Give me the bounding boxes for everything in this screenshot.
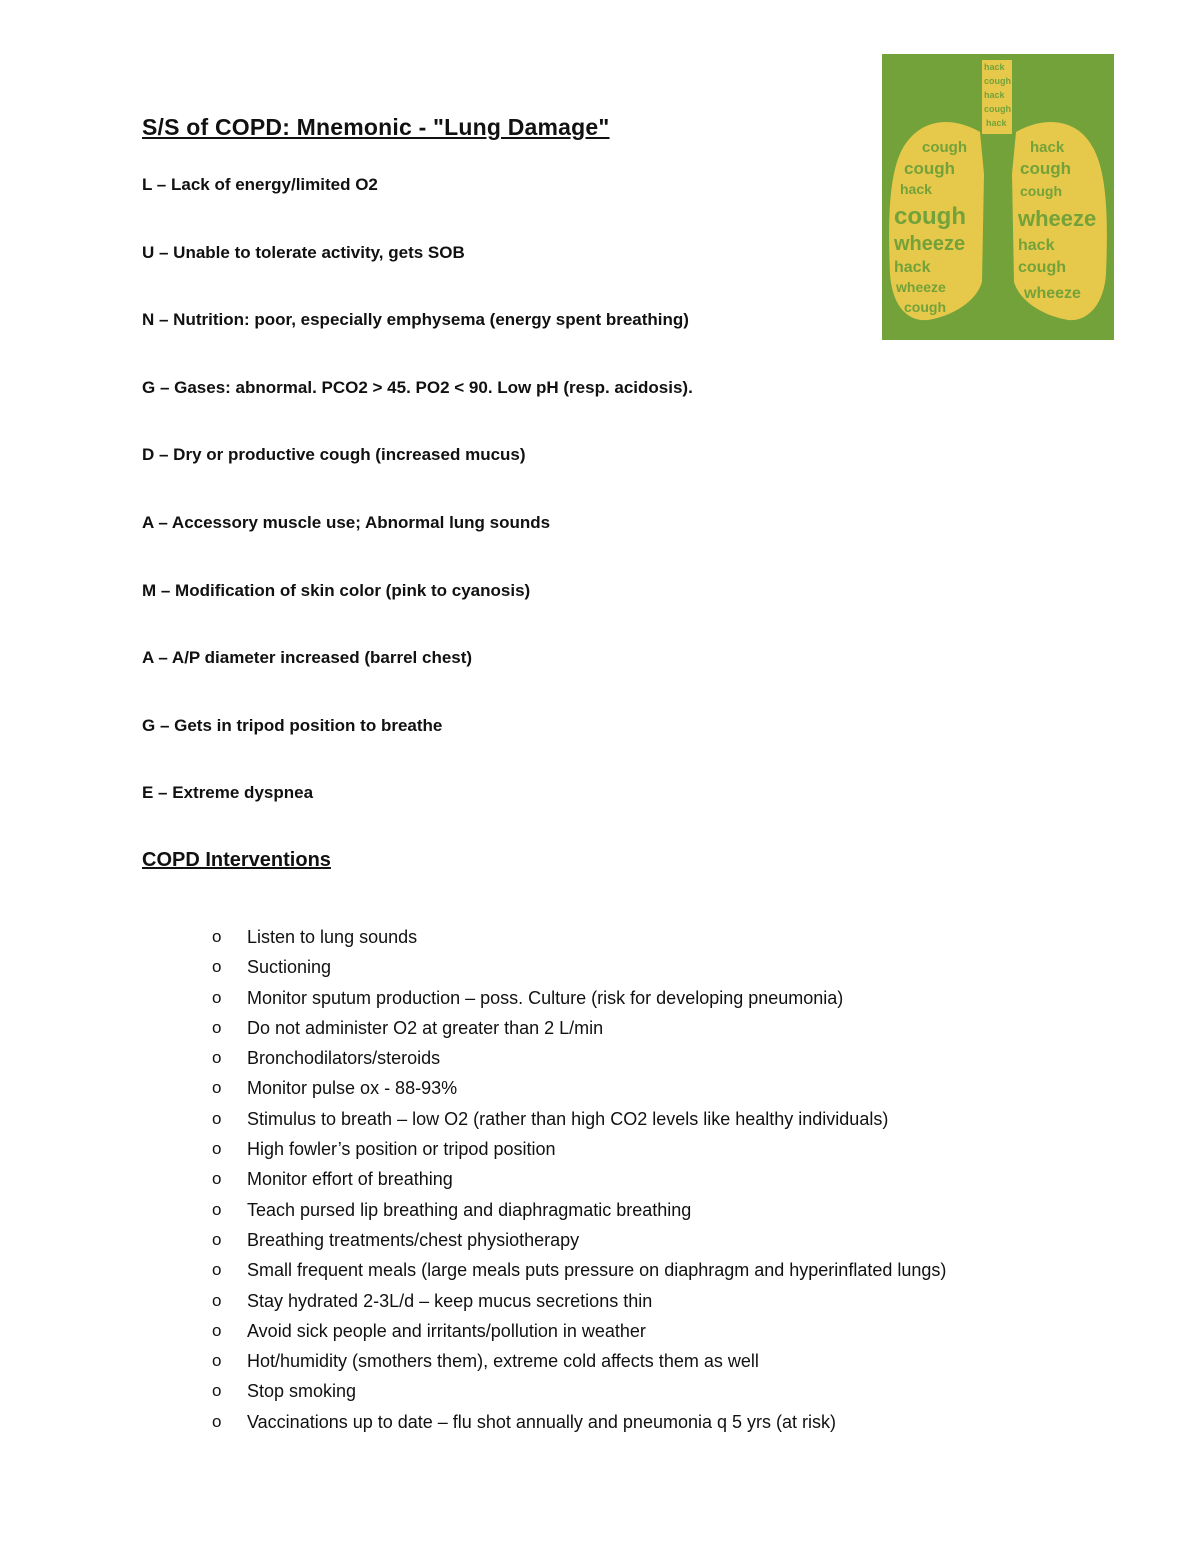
bullet-icon: o xyxy=(212,927,222,946)
list-item xyxy=(212,1167,946,1197)
list-item xyxy=(212,986,946,1016)
list-item-text: Stay hydrated 2-3L/d – keep mucus secretions thin xyxy=(247,1290,653,1311)
bullet-icon: o xyxy=(212,1139,222,1159)
mnemonic-item: G – Gets in tripod position to breathe xyxy=(142,715,443,735)
list-item xyxy=(212,1137,946,1167)
mnemonic-item: G – Gases: abnormal. PCO2 > 45. PO2 < 90. Low pH (resp. acidosis). xyxy=(142,377,693,397)
word-wheeze: wheeze xyxy=(896,279,946,295)
list-item-text: Vaccinations up to date – flu shot annually and pneumonia q 5 yrs (at risk) xyxy=(247,1411,837,1432)
bullet-icon: o xyxy=(212,1229,222,1249)
list-item xyxy=(212,1289,946,1319)
bullet-icon: o xyxy=(212,1169,222,1189)
bullet-icon: o xyxy=(212,1290,222,1310)
list-item xyxy=(212,1258,946,1288)
bullet-icon: o xyxy=(212,1048,222,1068)
list-item-text: Monitor pulse ox - 88-93% xyxy=(247,1078,458,1099)
word-cough: cough xyxy=(1020,159,1071,178)
mnemonic-item: A – A/P diameter increased (barrel chest) xyxy=(142,648,473,668)
bullet-icon: o xyxy=(212,1017,222,1037)
word-cough: cough xyxy=(894,203,966,230)
list-item xyxy=(212,1076,946,1106)
word-cough: cough xyxy=(984,76,1011,86)
word-wheeze: wheeze xyxy=(894,233,966,255)
list-item-text: Listen to lung sounds xyxy=(247,927,418,947)
bullet-icon: o xyxy=(212,1199,222,1219)
list-item xyxy=(212,1046,946,1076)
list-item-text: Monitor effort of breathing xyxy=(247,1169,453,1190)
list-item xyxy=(212,1228,946,1258)
list-item-text: Breathing treatments/chest physiotherapy xyxy=(247,1229,580,1250)
word-cough: cough xyxy=(904,159,955,178)
mnemonic-item: A – Accessory muscle use; Abnormal lung sounds xyxy=(142,512,551,532)
section-heading: COPD Interventions xyxy=(142,849,331,871)
mnemonic-item: L – Lack of energy/limited O2 xyxy=(142,175,378,194)
interventions-list xyxy=(212,925,946,1440)
list-item-text: Hot/humidity (smothers them), extreme cold affects them as well xyxy=(247,1351,759,1372)
mnemonic-item: D – Dry or productive cough (increased mucus) xyxy=(142,445,526,465)
word-hack: hack xyxy=(986,118,1007,128)
list-item-text: Suctioning xyxy=(247,957,332,978)
bullet-icon: o xyxy=(212,1260,222,1280)
page-title: S/S of COPD: Mnemonic - "Lung Damage" xyxy=(142,114,610,140)
list-item xyxy=(212,1198,946,1228)
word-cough: cough xyxy=(1020,183,1062,199)
word-cough: cough xyxy=(922,139,967,156)
list-item-text: Stop smoking xyxy=(247,1381,357,1402)
bullet-icon: o xyxy=(212,1411,222,1431)
word-hack: hack xyxy=(984,62,1005,72)
mnemonic-item: E – Extreme dyspnea xyxy=(142,783,314,803)
list-item xyxy=(212,1379,946,1409)
word-wheeze: wheeze xyxy=(1018,206,1097,231)
word-cough: cough xyxy=(904,299,946,315)
bullet-icon: o xyxy=(212,1108,222,1128)
mnemonic-item: U – Unable to tolerate activity, gets SOB xyxy=(142,242,465,262)
word-hack: hack xyxy=(984,90,1005,100)
list-item xyxy=(212,1107,946,1137)
word-hack: hack xyxy=(900,181,932,197)
bullet-icon: o xyxy=(212,1320,222,1340)
bullet-icon: o xyxy=(212,957,222,977)
list-item xyxy=(212,1410,946,1440)
list-item-text: Stimulus to breath – low O2 (rather than high CO2 levels like healthy individuals) xyxy=(247,1108,889,1129)
bullet-icon: o xyxy=(212,1351,222,1371)
mnemonic-item: N – Nutrition: poor, especially emphysema (energy spent breathing) xyxy=(142,310,689,330)
airway-gap xyxy=(990,151,1006,305)
list-item-text: Monitor sputum production – poss. Culture (risk for developing pneumonia) xyxy=(247,987,844,1008)
list-item xyxy=(212,1349,946,1379)
word-cough: cough xyxy=(984,104,1011,114)
lungs-illustration xyxy=(882,54,1114,340)
list-item-text: Teach pursed lip breathing and diaphragmatic breathing xyxy=(247,1199,692,1220)
list-item-text: Bronchodilators/steroids xyxy=(247,1048,441,1069)
word-hack: hack xyxy=(1030,139,1065,156)
list-item xyxy=(212,1016,946,1046)
bullet-icon: o xyxy=(212,1078,222,1098)
list-item xyxy=(212,1319,946,1349)
bullet-icon: o xyxy=(212,1381,222,1401)
list-item xyxy=(212,925,946,955)
mnemonic-list xyxy=(142,174,693,850)
list-item-text: Small frequent meals (large meals puts pressure on diaphragm and hyperinflated lungs) xyxy=(247,1260,947,1281)
list-item-text: Avoid sick people and irritants/pollution in weather xyxy=(247,1320,646,1341)
list-item xyxy=(212,955,946,985)
word-hack: hack xyxy=(1018,237,1055,254)
word-cough: cough xyxy=(1018,259,1066,276)
bullet-icon: o xyxy=(212,987,222,1007)
list-item-text: High fowler’s position or tripod position xyxy=(247,1139,556,1160)
word-wheeze: wheeze xyxy=(1024,285,1081,302)
word-hack: hack xyxy=(894,259,931,276)
mnemonic-item: M – Modification of skin color (pink to cyanosis) xyxy=(142,580,531,600)
list-item-text: Do not administer O2 at greater than 2 L/min xyxy=(247,1017,604,1038)
